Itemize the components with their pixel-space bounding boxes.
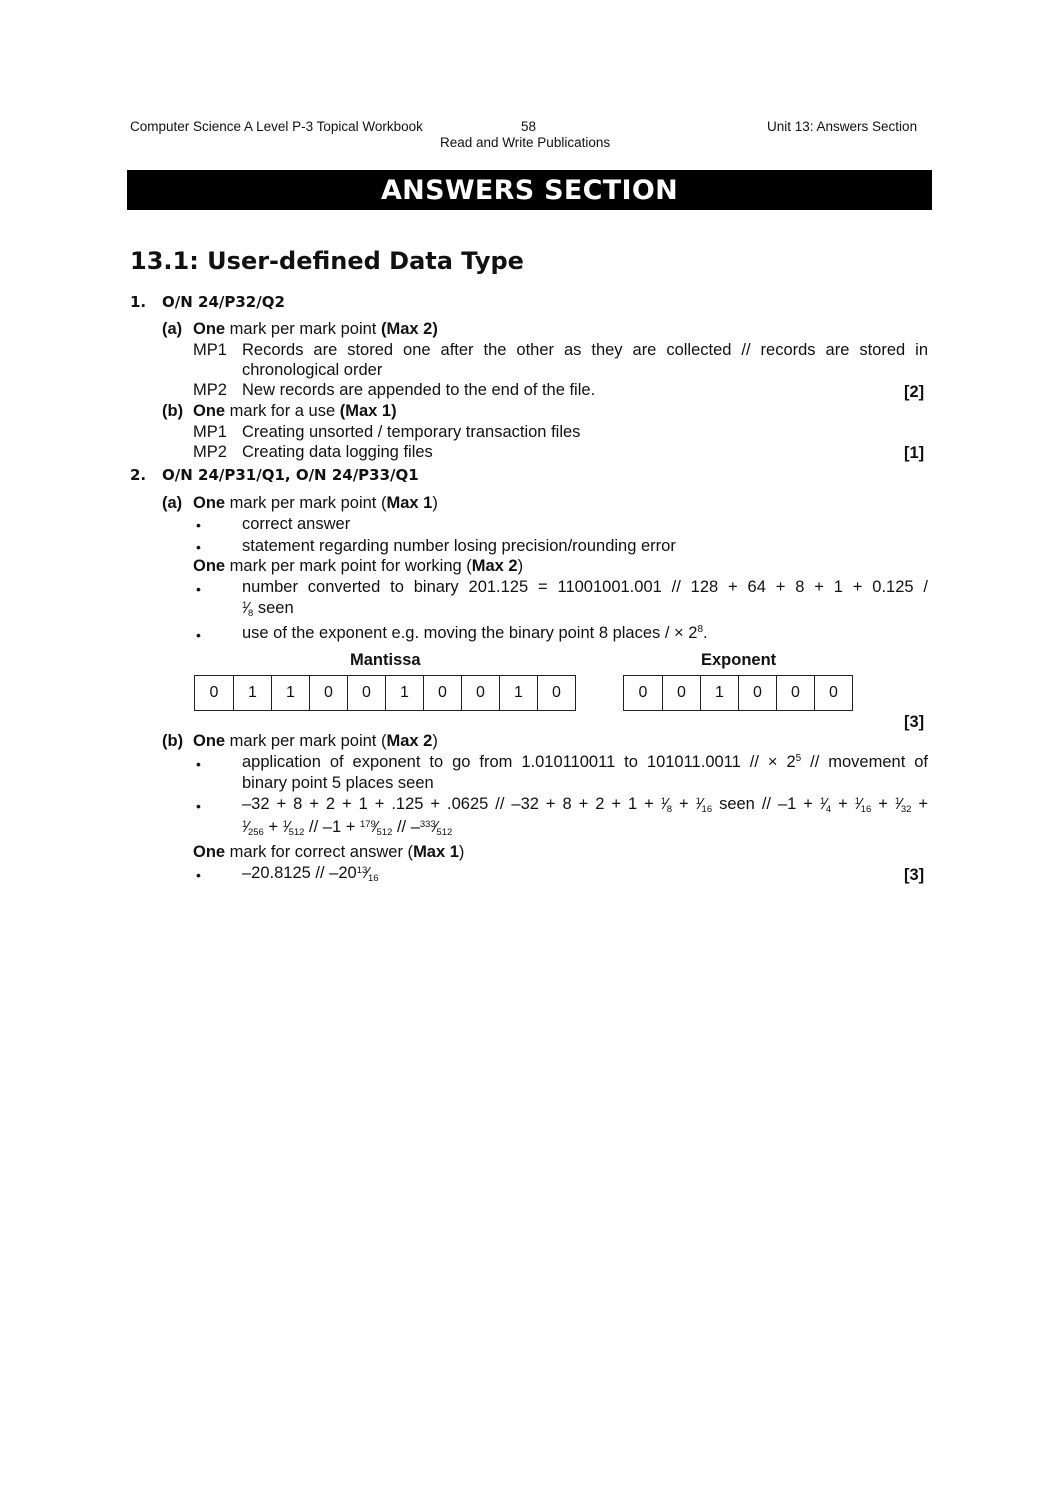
bullet: •: [196, 581, 201, 597]
mantissa-cell: 0: [461, 676, 499, 710]
fraction: $^1$⁄256: [242, 819, 264, 838]
q2b-bullet2-line2: $^1$⁄256 + $^1$⁄512 // –1 + $^{179}$⁄512 // –$^{333}$⁄512: [242, 818, 453, 838]
q2b-correct-instruction: [193, 843, 464, 862]
exponent-cell: 0: [638, 684, 648, 701]
mantissa-cell: 1: [385, 676, 423, 710]
q1b-instruction: [193, 402, 397, 421]
q2b-correct-one: One: [193, 843, 226, 861]
exponent-label: Exponent: [701, 651, 777, 669]
fraction: $^1$⁄16: [695, 796, 713, 815]
mantissa-cell: 1: [499, 676, 537, 710]
bullet: •: [196, 539, 201, 555]
mantissa-cell: 0: [347, 676, 385, 710]
q1a-mp2-label: MP2: [193, 381, 227, 399]
page-number: 58: [521, 119, 537, 134]
exponent-table: [623, 675, 853, 711]
q2-ref: O/N 24/P31/Q1, O/N 24/P33/Q1: [162, 466, 419, 484]
q2b-text-post: ): [432, 732, 438, 750]
mantissa-label: Mantissa: [350, 651, 421, 669]
mantissa-cell: 0: [209, 684, 219, 701]
q1b-mp2: Creating data logging files: [242, 443, 433, 461]
q2b-correct-max: Max 1: [413, 843, 459, 861]
q2b-text-pre: mark per mark point (: [225, 732, 387, 750]
q1a-marks: [2]: [904, 383, 925, 401]
exponent-cell: 0: [738, 676, 776, 710]
q1b-mp1-label: MP1: [193, 423, 227, 441]
mantissa-cell: 1: [271, 676, 309, 710]
fraction: $^1$⁄32: [894, 796, 912, 815]
mantissa-cell: 0: [309, 676, 347, 710]
q2a-bullet4: use of the exponent e.g. moving the binary point 8 places / × $2^8$.: [242, 624, 708, 642]
q1a-label: (a): [162, 320, 183, 338]
q2a-one: One: [193, 494, 226, 512]
q2b-marks: [3]: [904, 866, 925, 884]
bullet: •: [196, 867, 201, 883]
bullet: •: [196, 798, 201, 814]
q2a-working-pre: mark per mark point for working (: [225, 557, 472, 575]
q1b-mp2-label: MP2: [193, 443, 227, 461]
mantissa-table: [194, 675, 576, 711]
q1b-max: (Max 1): [339, 402, 397, 420]
q2a-bullet2: statement regarding number losing precision/rounding error: [242, 537, 676, 555]
publisher: Read and Write Publications: [440, 135, 611, 150]
mantissa-cell: 0: [537, 676, 575, 710]
fraction: $^1$⁄8: [660, 796, 672, 815]
q2b-label: (b): [162, 732, 184, 750]
q1-number: 1.: [130, 293, 147, 311]
exponent-cell: 0: [814, 676, 852, 710]
q2a-max: Max 1: [386, 494, 433, 512]
q2a-instruction: [193, 494, 438, 513]
q1a-max: (Max 2): [380, 320, 438, 338]
q2b-correct-pre: mark for correct answer (: [225, 843, 414, 861]
header-left: Computer Science A Level P-3 Topical Workbook: [130, 119, 423, 134]
q2a-working-post: ): [517, 557, 524, 575]
q1a-mp1-line1: Records are stored one after the other as they are collected // records are stored in: [242, 341, 928, 359]
header-right: Unit 13: Answers Section: [767, 119, 918, 134]
q2b-bullet1-line1: application of exponent to go from 1.010110011 to 101011.0011 // × $2^5$ // movement of: [242, 753, 928, 771]
q2a-bullet3-line2: $^1$⁄8 seen: [242, 599, 294, 619]
q2b-max: Max 2: [386, 732, 433, 750]
q1a-mp1-label: MP1: [193, 341, 227, 359]
q1a-mp2: New records are appended to the end of the file.: [242, 381, 596, 399]
exponent-cell: 0: [776, 676, 814, 710]
q1b-label: (b): [162, 402, 184, 420]
fraction: $^{333}$⁄512: [419, 819, 453, 838]
q2a-text-pre: mark per mark point (: [225, 494, 387, 512]
q2b-bullet3: $-20.8125 // -20^{13}⁄16$: [242, 864, 379, 884]
q2a-bullet1: correct answer: [242, 515, 351, 533]
q2a-working-one: One: [193, 557, 226, 575]
bullet: •: [196, 756, 201, 772]
q2a-working-max: Max 2: [471, 557, 518, 575]
mantissa-cell: 1: [233, 676, 271, 710]
exponent-cell: 1: [700, 676, 738, 710]
q2b-instruction: [193, 732, 438, 751]
q2a-working-instruction: [193, 557, 523, 576]
q2b-correct-post: ): [458, 843, 465, 861]
bullet: •: [196, 627, 201, 643]
exponent-cell: 0: [662, 676, 700, 710]
fraction-one-eighth: $^1$⁄8: [242, 600, 254, 619]
q1b-marks: [1]: [904, 444, 925, 462]
q2a-text-post: ): [432, 494, 438, 512]
q2b-one: One: [193, 732, 226, 750]
fraction: $^{179}$⁄512: [359, 819, 393, 838]
fraction: $^{13}$⁄16: [356, 865, 379, 884]
q1a-mp1-line2: chronological order: [242, 361, 383, 379]
q1a-one: One: [193, 320, 226, 338]
q1b-mp1: Creating unsorted / temporary transaction files: [242, 423, 581, 441]
q2b-bullet1-line2: binary point 5 places seen: [242, 774, 434, 792]
q2b-bullet2-line1: –32 + 8 + 2 + 1 + .125 + .0625 // –32 + 8 + 2 + 1 + $^1$⁄8 + $^1$⁄16 seen // –1 + $^1$⁄4 + $^1$⁄16 + $^1$⁄32 +: [242, 795, 928, 815]
mantissa-cell: 0: [423, 676, 461, 710]
q2a-label: (a): [162, 494, 183, 512]
fraction: $^1$⁄512: [282, 819, 305, 838]
section-title: 13.1: User-defined Data Type: [130, 247, 524, 275]
q1b-text: mark for a use: [225, 402, 340, 420]
q2-number: 2.: [130, 466, 147, 484]
q2a-bullet3-line1: number converted to binary 201.125 = 11001001.001 // 128 + 64 + 8 + 1 + 0.125 /: [242, 578, 928, 596]
fraction: $^1$⁄4: [819, 796, 832, 815]
fraction: $^1$⁄16: [854, 796, 872, 815]
q1a-instruction: [193, 320, 438, 339]
q1b-one: One: [193, 402, 226, 420]
bullet: •: [196, 517, 201, 533]
q1-ref: O/N 24/P32/Q2: [162, 293, 285, 311]
q1a-text: mark per mark point: [225, 320, 381, 338]
banner-text: ANSWERS SECTION: [380, 174, 679, 206]
answers-banner: [127, 170, 932, 210]
q2a-marks: [3]: [904, 713, 925, 731]
